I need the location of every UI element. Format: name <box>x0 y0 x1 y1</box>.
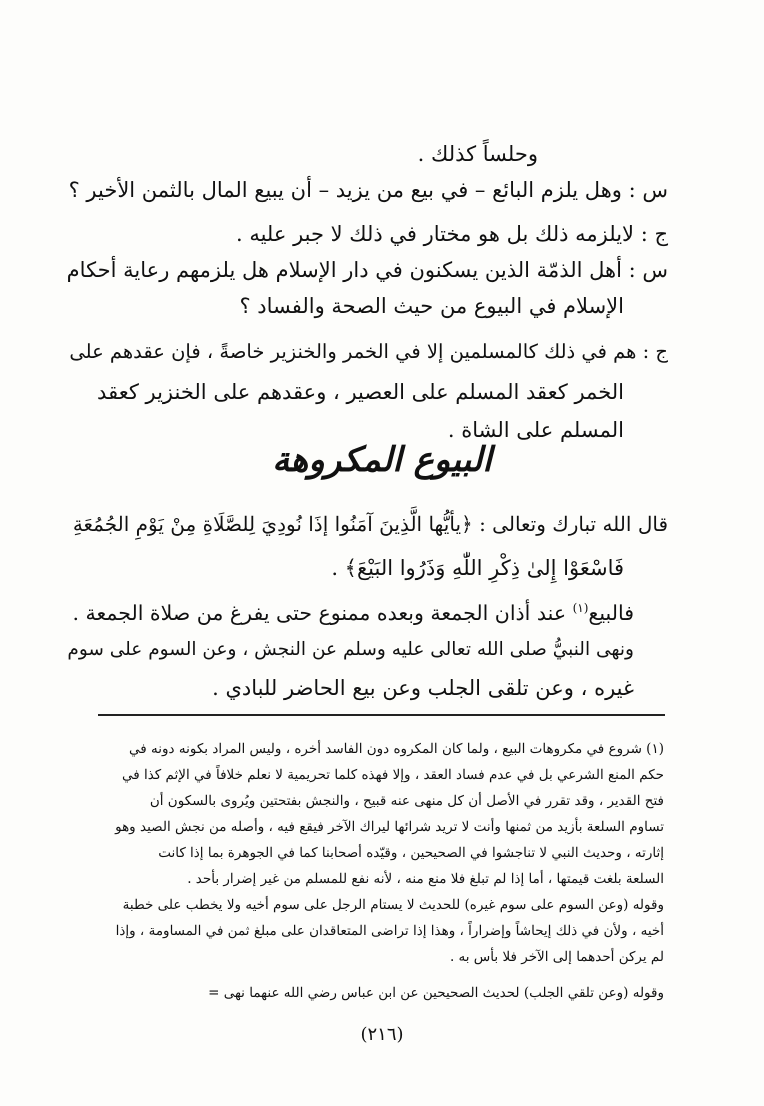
quran-verse-line: فَاسْعَوْا إِلىٰ ذِكْرِ اللّٰهِ وَذَرُوا البَيْعَ﴾ . <box>331 556 624 580</box>
footnote-line: وقوله (وعن السوم على سوم غيره) للحديث لا يستام الرجل على سوم أخيه ولا يخطب على خطبة <box>122 897 664 913</box>
footnote-line: حكم المنع الشرعي بل في عدم فساد العقد ، وإلا فهذه كلما تحريمية لا نعلم خلافاً في الإثم كذا في <box>121 767 664 783</box>
body-line: وحلساً كذلك . <box>417 142 538 166</box>
answer-continuation-line: الخمر كعقد المسلم على العصير ، وعقدهم على الخنزير كعقد <box>97 380 624 404</box>
footnote-divider <box>98 714 665 716</box>
footnote-line: فتح القدير ، وقد تقرر في الأصل أن كل منهى عنه قبيح ، والنجش بفتحتين ويُروى بالسكون أن <box>149 793 664 809</box>
ruling-word: فالبيع <box>588 600 634 625</box>
footnote-line: تساوم السلعة بأزيد من ثمنها وأنت لا تريد شرائها ليراك الآخر فيقع فيه ، وأصله من نجش الصيد وهو <box>115 819 664 835</box>
footnote-marker: (١) <box>572 601 589 615</box>
footnote-line: السلعة بلغت قيمتها ، أما إذا لم تبلغ فلا منع منه ، لأنه نفع للمسلم من غير إضرار بأحد . <box>187 871 664 887</box>
question-line: س : أهل الذمّة الذين يسكنون في دار الإسلام هل يلزمهم رعاية أحكام <box>66 258 668 282</box>
footnote-line: أخيه ، ولأن في ذلك إيحاشاً وإضراراً ، وهذا إذا تراضى المتعاقدان على مبلغ ثمن في المساومة ، وإذا <box>115 923 664 939</box>
ruling-text: عند أذان الجمعة وبعده ممنوع حتى يفرغ من صلاة الجمعة . <box>72 600 573 625</box>
footnote-line: وقوله (وعن تلقي الجلب) لحديث الصحيحين عن ابن عباس رضي الله عنهما نهى = <box>208 985 664 1001</box>
quran-verse-line: قال الله تبارك وتعالى : ﴿يأيُّها الَّذِينَ آمَنُوا إذَا نُودِيَ لِلصَّلَاةِ مِنْ يَوْمِ الجُمُعَةِ <box>72 512 668 536</box>
question-continuation-line: الإسلام في البيوع من حيث الصحة والفساد ؟ <box>239 294 624 318</box>
section-heading: البيوع المكروهة <box>272 440 492 480</box>
footnote-line: (١) شروع في مكروهات البيع ، ولما كان المكروه دون الفاسد أخره ، وليس المراد بكونه دونه في <box>129 741 664 757</box>
footnote-line: لم يركن أحدهما إلى الآخر فلا بأس به . <box>449 949 664 965</box>
footnote-line: إثارته ، وحديث النبي لا تناجشوا في الصحيحين ، وقيّده أصحابنا كما في الجوهرة بما إذا كانت <box>158 845 664 861</box>
hadith-line: غيره ، وعن تلقى الجلب وعن بيع الحاضر للبادي . <box>212 676 634 700</box>
question-line: س : وهل يلزم البائع – في بيع من يزيد – أن يبيع المال بالثمن الأخير ؟ <box>68 178 668 202</box>
answer-line: ج : لايلزمه ذلك بل هو مختار في ذلك لا جبر عليه . <box>235 222 668 246</box>
ruling-line <box>72 594 634 627</box>
hadith-line: ونهى النبيُّ صلى الله تعالى عليه وسلم عن النجش ، وعن السوم على سوم <box>67 639 634 660</box>
answer-line: ج : هم في ذلك كالمسلمين إلا في الخمر والخنزير خاصةً ، فإن عقدهم على <box>69 340 668 363</box>
answer-continuation-line: المسلم على الشاة . <box>447 418 624 442</box>
page-number: (٢١٦) <box>360 1024 404 1045</box>
